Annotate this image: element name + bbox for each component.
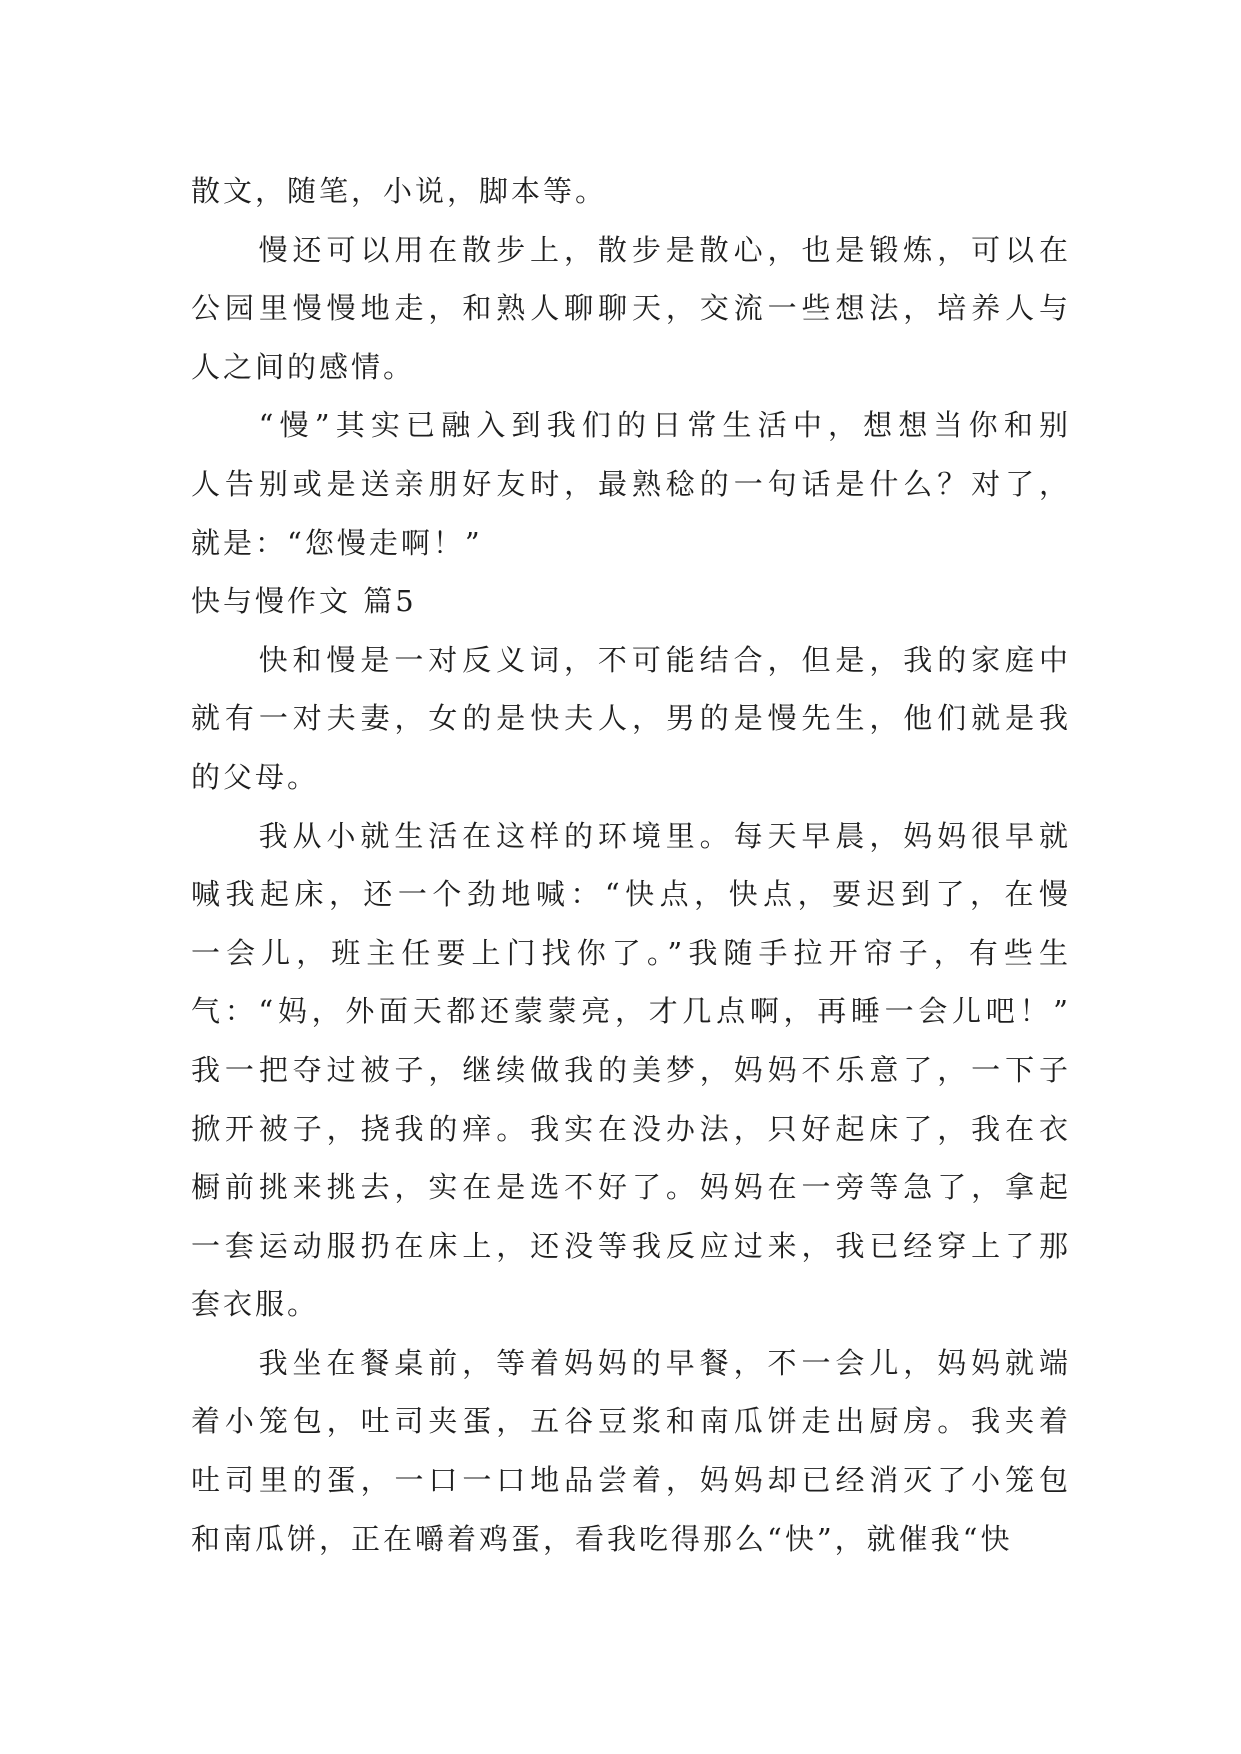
- text-line: 我一把夺过被子，继续做我的美梦，妈妈不乐意了，一下子: [191, 1052, 1071, 1087]
- text-line: 人之间的感情。: [191, 349, 416, 384]
- text-line: 着小笼包，吐司夹蛋，五谷豆浆和南瓜饼走出厨房。我夹着: [191, 1404, 1071, 1439]
- text-line: 橱前挑来挑去，实在是选不好了。妈妈在一旁等急了，拿起: [191, 1170, 1071, 1205]
- paragraph: [191, 631, 1071, 807]
- section-heading-text: 快与慢作文 篇5: [191, 584, 417, 619]
- text-line: 喊我起床，还一个劲地喊：“快点，快点，要迟到了，在慢: [191, 877, 1071, 912]
- paragraph: [191, 1334, 1071, 1568]
- text-line: “慢”其实已融入到我们的日常生活中，想想当你和别: [258, 408, 1071, 443]
- text-line: 快和慢是一对反义词，不可能结合，但是，我的家庭中: [258, 642, 1071, 677]
- text-line: 气：“妈，外面天都还蒙蒙亮，才几点啊，再睡一会儿吧！”: [191, 994, 1071, 1029]
- text-line: 人告别或是送亲朋好友时，最熟稔的一句话是什么？对了，: [191, 466, 1071, 501]
- text-line: 公园里慢慢地走，和熟人聊聊天，交流一些想法，培养人与: [191, 291, 1071, 326]
- text-line: 的父母。: [191, 759, 320, 794]
- text-line: 一会儿，班主任要上门找你了。”我随手拉开帘子，有些生: [191, 935, 1071, 970]
- text-line: 慢还可以用在散步上，散步是散心，也是锻炼，可以在: [258, 232, 1071, 267]
- text-line: 一套运动服扔在床上，还没等我反应过来，我已经穿上了那: [191, 1228, 1071, 1263]
- text-line: 我坐在餐桌前，等着妈妈的早餐，不一会儿，妈妈就端: [258, 1345, 1071, 1380]
- text-line: 就是：“您慢走啊！”: [191, 525, 483, 560]
- text-line: 套衣服。: [191, 1287, 320, 1322]
- section-heading: [191, 572, 1071, 631]
- text-line: 和南瓜饼，正在嚼着鸡蛋，看我吃得那么“快”，就催我“快: [191, 1521, 1013, 1556]
- paragraph: [191, 396, 1071, 572]
- text-line: 我从小就生活在这样的环境里。每天早晨，妈妈很早就: [258, 818, 1071, 853]
- text-line: 散文，随笔，小说，脚本等。: [191, 174, 608, 208]
- paragraph: [191, 162, 1071, 221]
- document-body: [191, 162, 1071, 1568]
- text-line: 掀开被子，挠我的痒。我实在没办法，只好起床了，我在衣: [191, 1111, 1071, 1146]
- paragraph: [191, 221, 1071, 397]
- paragraph: [191, 807, 1071, 1334]
- text-line: 吐司里的蛋，一口一口地品尝着，妈妈却已经消灭了小笼包: [191, 1463, 1071, 1498]
- text-line: 就有一对夫妻，女的是快夫人，男的是慢先生，他们就是我: [191, 701, 1071, 736]
